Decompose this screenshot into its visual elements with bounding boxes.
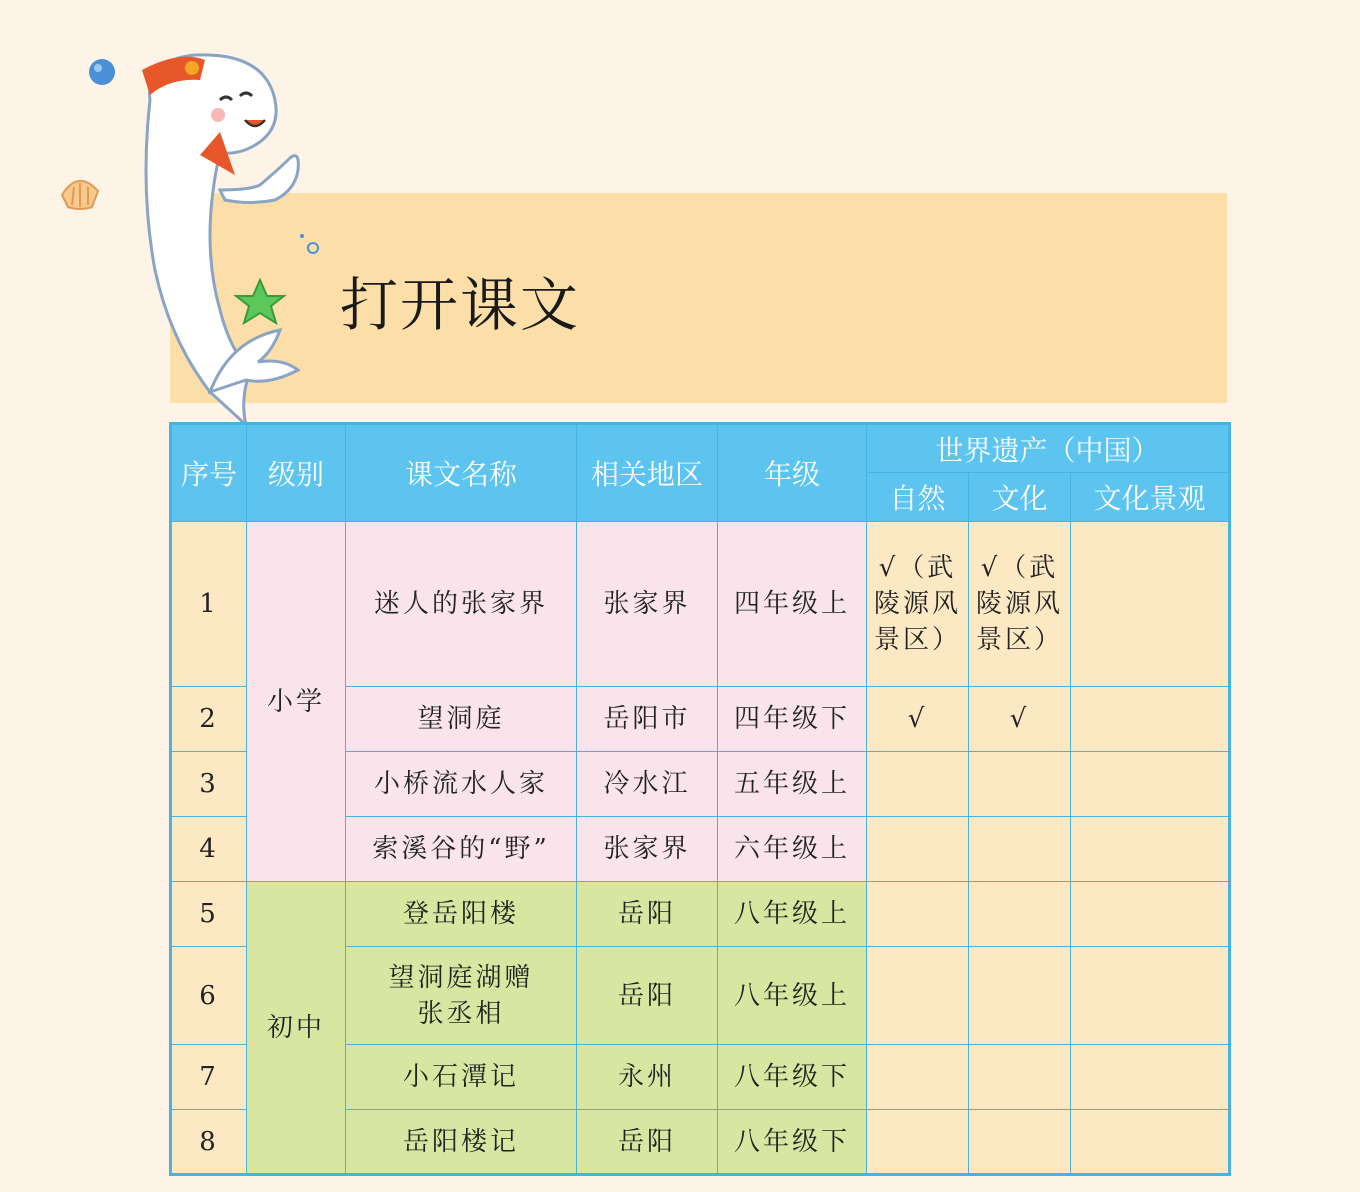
row-landscape xyxy=(1071,817,1230,882)
row-lesson: 索溪谷的“野” xyxy=(346,817,577,882)
row-cultural xyxy=(969,947,1071,1045)
row-cultural xyxy=(969,752,1071,817)
row-natural xyxy=(867,1110,969,1175)
starfish-icon xyxy=(236,280,284,323)
row-region: 岳阳 xyxy=(577,882,718,947)
row-region: 张家界 xyxy=(577,522,718,687)
row-natural xyxy=(867,817,969,882)
row-index: 8 xyxy=(171,1110,247,1175)
row-landscape xyxy=(1071,882,1230,947)
row-index: 3 xyxy=(171,752,247,817)
row-lesson: 小桥流水人家 xyxy=(346,752,577,817)
header-level: 级别 xyxy=(247,424,346,522)
row-region: 岳阳 xyxy=(577,1110,718,1175)
row-lesson: 小石潭记 xyxy=(346,1045,577,1110)
row-grade: 八年级下 xyxy=(718,1045,867,1110)
row-lesson: 望洞庭 xyxy=(346,687,577,752)
row-index: 2 xyxy=(171,687,247,752)
header-row xyxy=(171,424,1230,473)
row-grade: 八年级上 xyxy=(718,882,867,947)
row-lesson: 岳阳楼记 xyxy=(346,1110,577,1175)
row-lesson: 登岳阳楼 xyxy=(346,882,577,947)
row-index: 7 xyxy=(171,1045,247,1110)
row-index: 5 xyxy=(171,882,247,947)
row-landscape xyxy=(1071,1110,1230,1175)
row-landscape xyxy=(1071,1045,1230,1110)
header-region: 相关地区 xyxy=(577,424,718,522)
row-natural: √（武陵源风景区） xyxy=(867,522,969,687)
row-region: 永州 xyxy=(577,1045,718,1110)
row-lesson: 迷人的张家界 xyxy=(346,522,577,687)
row-cultural: √ xyxy=(969,687,1071,752)
row-cultural xyxy=(969,1110,1071,1175)
header-heritage: 世界遗产（中国） xyxy=(867,424,1230,473)
row-region: 岳阳 xyxy=(577,947,718,1045)
header-natural: 自然 xyxy=(867,473,969,522)
row-natural xyxy=(867,882,969,947)
level-junior: 初中 xyxy=(247,882,346,1175)
row-landscape xyxy=(1071,522,1230,687)
row-cultural xyxy=(969,882,1071,947)
row-natural xyxy=(867,752,969,817)
header-lesson: 课文名称 xyxy=(346,424,577,522)
row-index: 4 xyxy=(171,817,247,882)
row-natural xyxy=(867,947,969,1045)
row-index: 1 xyxy=(171,522,247,687)
row-region: 张家界 xyxy=(577,817,718,882)
header-cultural: 文化 xyxy=(969,473,1071,522)
shell-icon xyxy=(62,181,98,209)
row-region: 岳阳市 xyxy=(577,687,718,752)
beluga-mascot-icon xyxy=(50,40,350,440)
row-natural: √ xyxy=(867,687,969,752)
row-lesson: 望洞庭湖赠张丞相 xyxy=(346,947,577,1045)
header-index: 序号 xyxy=(171,424,247,522)
level-primary: 小学 xyxy=(247,522,346,882)
row-landscape xyxy=(1071,947,1230,1045)
row-cultural: √（武陵源风景区） xyxy=(969,522,1071,687)
table-row xyxy=(171,522,1230,687)
row-natural xyxy=(867,1045,969,1110)
row-grade: 四年级下 xyxy=(718,687,867,752)
row-cultural xyxy=(969,817,1071,882)
row-landscape xyxy=(1071,752,1230,817)
row-grade: 八年级上 xyxy=(718,947,867,1045)
row-grade: 六年级上 xyxy=(718,817,867,882)
row-grade: 四年级上 xyxy=(718,522,867,687)
row-grade: 五年级上 xyxy=(718,752,867,817)
page-title: 打开课文 xyxy=(340,271,581,339)
row-cultural xyxy=(969,1045,1071,1110)
row-grade: 八年级下 xyxy=(718,1110,867,1175)
row-index: 6 xyxy=(171,947,247,1045)
table-row xyxy=(171,882,1230,947)
header-landscape: 文化景观 xyxy=(1071,473,1230,522)
row-region: 冷水江 xyxy=(577,752,718,817)
bubble-icon xyxy=(89,59,115,85)
row-landscape xyxy=(1071,687,1230,752)
header-grade: 年级 xyxy=(718,424,867,522)
lessons-table xyxy=(169,422,1231,1176)
